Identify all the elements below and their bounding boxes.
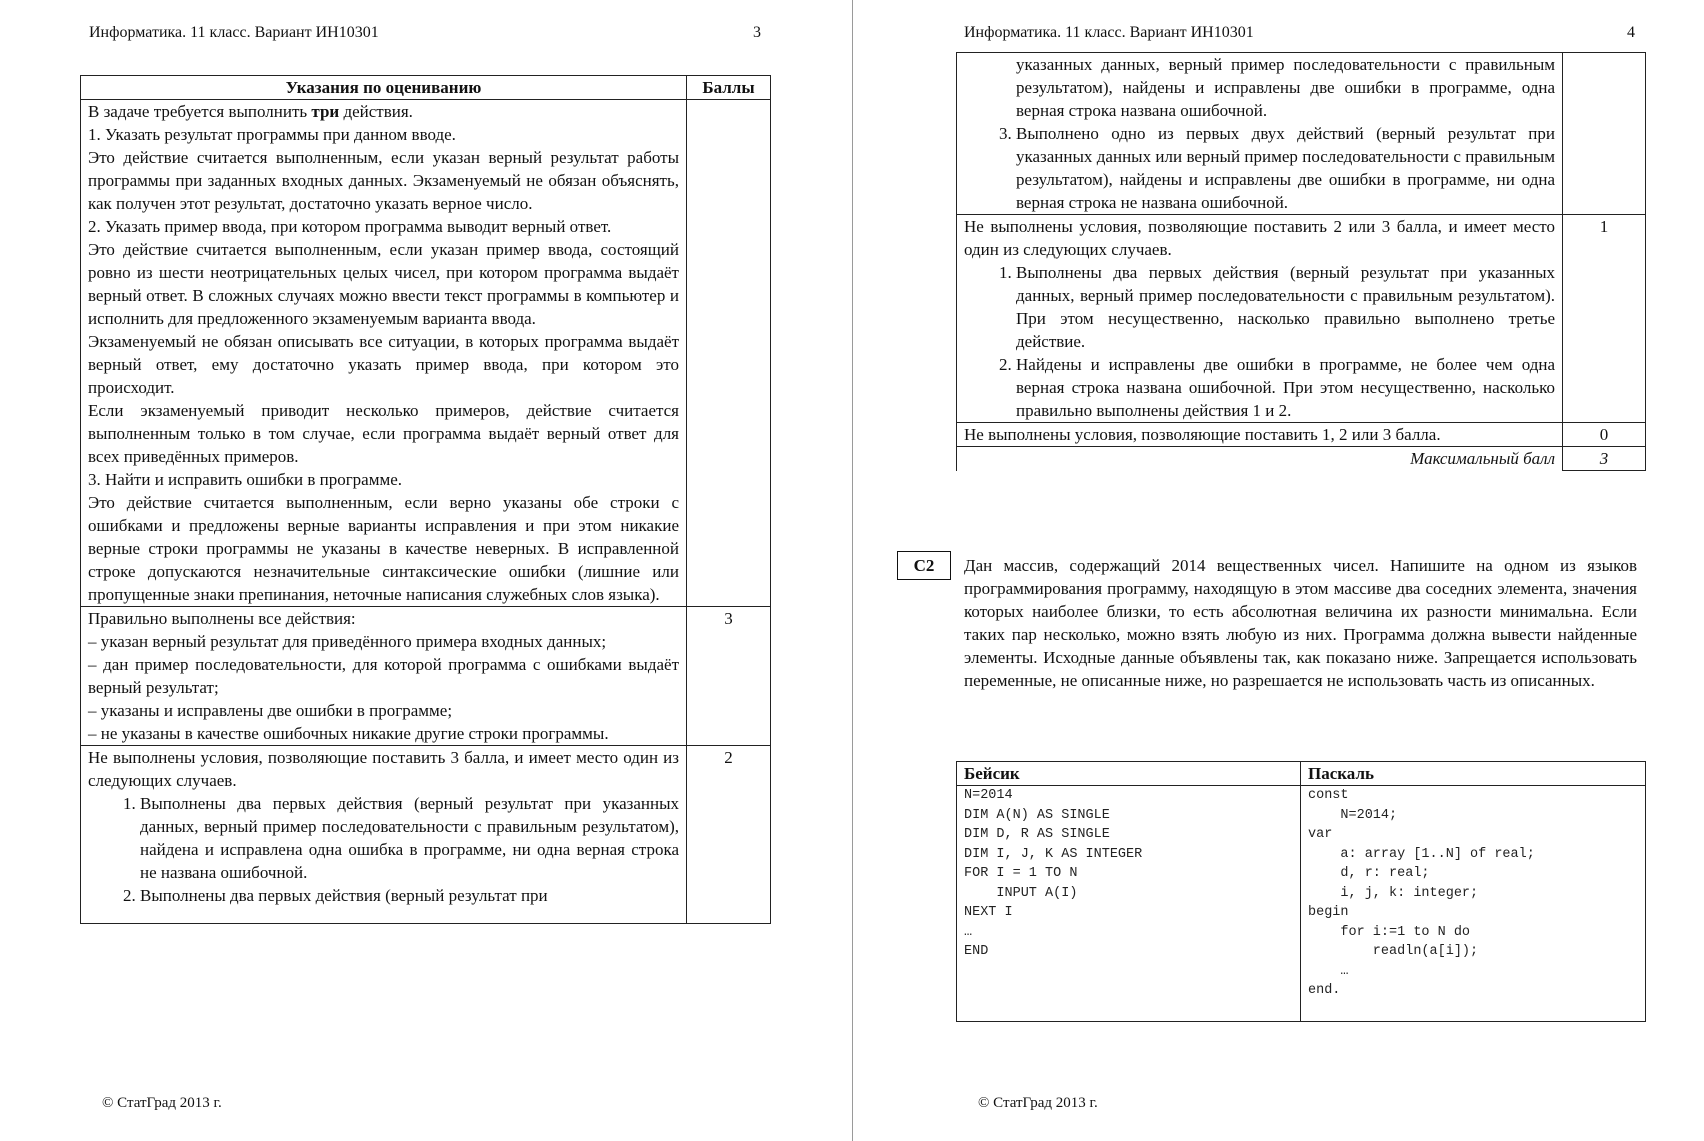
list-item: указанных данных, верный пример последовательности с правильным результатом), найдены и исправлены две ошибки в программе, одна верная строка названа ошибочной. [1016,55,1555,120]
score-2-continued-criteria [957,53,1563,215]
left-page-footer: © СтатГрад 2013 г. [102,1095,222,1111]
score-0-row [957,423,1646,447]
right-page-number: 4 [1627,24,1635,41]
right-page-footer: © СтатГрад 2013 г. [978,1095,1098,1111]
score-0-criteria: Не выполнены условия, позволяющие поставить 1, 2 или 3 балла. [957,423,1563,447]
instruction-step-3: 3. Найти и исправить ошибки в программе. [88,470,403,489]
instruction-step-2-multiple: Если экзаменуемый приводит несколько примеров, действие считается выполненным только в том случае, если программа выдаёт верный ответ для всех приведённых примеров. [88,401,679,466]
score-1-points: 1 [1563,215,1646,423]
criteria-column-header: Указания по оцениванию [81,76,687,100]
score-3-points: 3 [687,607,771,746]
max-score-points: 3 [1563,447,1646,471]
score-2-continued-row [957,53,1646,215]
score-0-points: 0 [1563,423,1646,447]
max-score-row [957,447,1646,471]
list-item: 2. Найдены и исправлены две ошибки в программе, не более чем одна верная строка названа ошибочной. При этом несущественно, насколько правильно выполнены действия 1 и 2. [1016,353,1555,422]
score-2-row [81,746,771,924]
score-2-continued-points [1563,53,1646,215]
pascal-code: const N=2014; var a: array [1..N] of real; d, r: real; i, j, k: integer; begin for i:=1 to N do readln(a[i]); … end. [1308,788,1535,998]
table-header-row [81,76,771,100]
instruction-step-2-details: Это действие считается выполненным, если указан пример ввода, состоящий ровно из шести неотрицательных целых чисел, при котором программа выдаёт верный ответ. В сложных случаях можно ввести текст программы в компьютер и исполнить для предложенного экзаменуемым варианта ввода. [88,240,679,328]
instructions-row [81,100,771,607]
instruction-step-2: 2. Указать пример ввода, при котором программа выводит верный ответ. [88,217,612,236]
score-3-criteria: Правильно выполнены все действия: – указан верный результат для приведённого примера входных данных; – дан пример последовательности, для которой программа с ошибками выдаёт верный результат; – указаны и исправлены две ошибки в программе; – не указаны в качестве ошибочных никакие другие строки программы. [81,607,687,746]
pascal-header: Паскаль [1301,762,1646,786]
list-item: 3. Выполнено одно из первых двух действий (верный результат при указанных данных или верный пример последовательности с правильным результатом), найдены и исправлены две ошибки в программе, ни одна верная строка не названа ошибочной. [1016,122,1555,214]
page-divider [852,0,853,1141]
points-column-header: Баллы [687,76,771,100]
instructions-intro: В задаче требуется выполнить три действия. [88,102,413,121]
pascal-code-cell [1301,786,1646,1022]
left-page-number: 3 [753,24,761,41]
basic-code-cell [957,786,1301,1022]
instruction-step-1-details: Это действие считается выполненным, если указан верный результат работы программы при заданных входных данных. Экзаменуемый не обязан объяснять, как получен этот результат, достаточно указать верное число. [88,148,679,213]
list-item: 2. Выполнены два первых действия (верный результат при [140,884,679,907]
right-scoring-table [956,52,1646,471]
score-2-criteria: Не выполнены условия, позволяющие поставить 3 балла, и имеет место один из следующих случаев. 1. Выполнены два первых действия (верный результат при указанных данных, верный пример последовательности с правильным результатом), найдена и исправлена одна ошибка в программе, ни одна верная строка не названа ошибочной. 2. Выполнены два первых действия (верный результат при [81,746,687,924]
score-3-row [81,607,771,746]
instructions-points-cell [687,100,771,607]
task-label: С2 [897,551,951,580]
score-1-row [957,215,1646,423]
basic-code: N=2014 DIM A(N) AS SINGLE DIM D, R AS SINGLE DIM I, J, K AS INTEGER FOR I = 1 TO N INPUT A(I) NEXT I … END [964,788,1143,959]
basic-header: Бейсик [957,762,1301,786]
list-item: 1. Выполнены два первых действия (верный результат при указанных данных, верный пример последовательности с правильным результатом). При этом несущественно, насколько правильно выполнено третье действие. [1016,261,1555,353]
instruction-step-3-details: Это действие считается выполненным, если верно указаны обе строки с ошибками и предложены верные варианты исправления и при этом никакие верные строки программы не указаны в качестве неверных. В исправленной строке допускаются незначительные синтаксические ошибки (лишние или пропущенные знаки препинания, неточные написания служебных слов языка). [88,493,679,604]
code-header-row [957,762,1646,786]
max-score-label: Максимальный балл [957,447,1563,471]
left-scoring-table [80,75,771,924]
list-item: 1. Выполнены два первых действия (верный результат при указанных данных, верный пример последовательности с правильным результатом), найдена и исправлена одна ошибка в программе, ни одна верная строка не названа ошибочной. [140,792,679,884]
code-table [956,761,1646,1022]
task-text: Дан массив, содержащий 2014 вещественных чисел. Напишите на одном из языков программирования программу, находящую в этом массиве два соседних элемента, значения которых наиболее близки, то есть абсолютная величина их разности минимальна. Если таких пар несколько, можно взять любую из них. Программа должна вывести найденные элементы. Исходные данные объявлены так, как показано ниже. Запрещается использовать переменные, не описанные ниже, но разрешается не использовать часть из описанных. [964,556,1637,690]
instruction-step-1: 1. Указать результат программы при данном вводе. [88,125,456,144]
instructions-cell [81,100,687,607]
instruction-step-2-note: Экзаменуемый не обязан описывать все ситуации, в которых программа выдаёт верный ответ, ему достаточно указать пример ввода, при котором это происходит. [88,332,679,397]
score-2-points: 2 [687,746,771,924]
score-1-criteria: Не выполнены условия, позволяющие поставить 2 или 3 балла, и имеет место один из следующих случаев. 1. Выполнены два первых действия (верный результат при указанных данных, верный пример последовательности с правильным результатом). При этом несущественно, насколько правильно выполнено третье действие. 2. Найдены и исправлены две ошибки в программе, не более чем одна верная строка названа ошибочной. При этом несущественно, насколько правильно выполнены действия 1 и 2. [957,215,1563,423]
left-page-header: Информатика. 11 класс. Вариант ИН10301 [89,24,379,41]
right-page-header: Информатика. 11 класс. Вариант ИН10301 [964,24,1254,41]
code-row [957,786,1646,1022]
